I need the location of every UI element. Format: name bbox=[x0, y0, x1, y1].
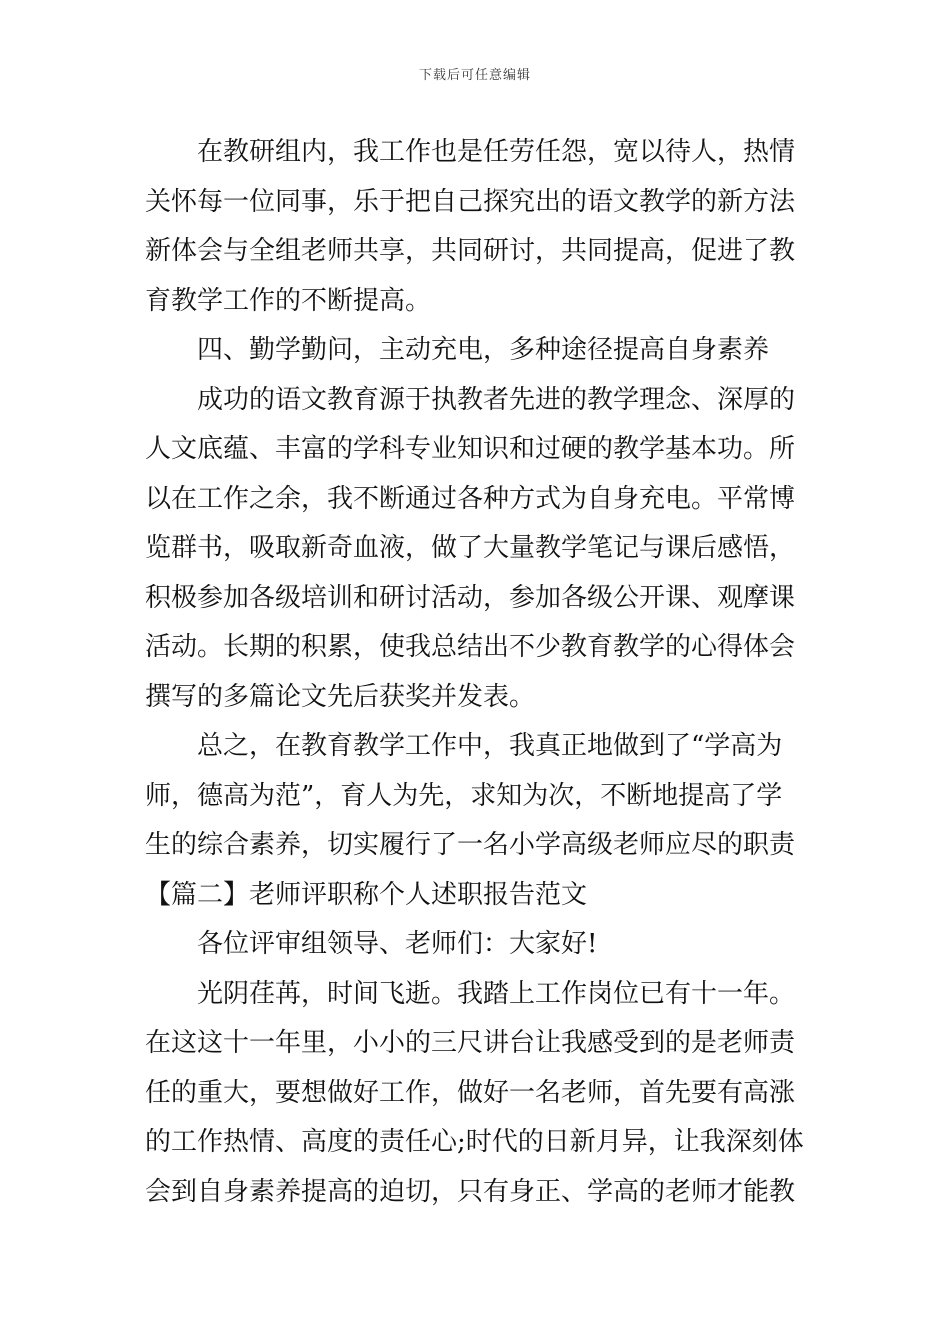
text-line: 总之，在教育教学工作中，我真正地做到了“学高为 bbox=[197, 731, 783, 761]
text-line: 积极参加各级培训和研讨活动，参加各级公开课、观摩课 bbox=[145, 582, 796, 613]
text-line: 以在工作之余，我不断通过各种方式为自身充电。平常博 bbox=[145, 483, 796, 514]
text-line: 在教研组内，我工作也是任劳任怨，宽以待人，热情 bbox=[197, 137, 796, 167]
section-title-part-two bbox=[145, 871, 810, 921]
text-line: 新体会与全组老师共享，共同研讨，共同提高，促进了教 bbox=[145, 236, 796, 266]
text-line: 人文底蕴、丰富的学科专业知识和过硬的教学基本功。所 bbox=[145, 434, 796, 464]
text-line: 在这这十一年里，小小的三尺讲台让我感受到的是老师责 bbox=[145, 1028, 796, 1058]
text-line: 【篇二】老师评职称个人述职报告范文 bbox=[145, 879, 588, 910]
paragraph-greeting bbox=[145, 920, 810, 970]
page-header: 下载后可任意编辑 bbox=[418, 68, 531, 83]
text-line: 的工作热情、高度的责任心;时代的日新月异，让我深刻体 bbox=[145, 1127, 804, 1157]
text-line: 光阴荏苒，时间飞逝。我踏上工作岗位已有十一年。 bbox=[197, 978, 796, 1009]
text-line: 任的重大，要想做好工作，做好一名老师，首先要有高涨 bbox=[145, 1077, 796, 1108]
text-line: 会到自身素养提高的迫切，只有身正、学高的老师才能教 bbox=[145, 1176, 796, 1207]
paragraph-conclusion bbox=[145, 722, 810, 871]
paragraph-teaching-group bbox=[145, 128, 810, 326]
section-heading-four bbox=[145, 326, 810, 376]
text-line: 育教学工作的不断提高。 bbox=[145, 285, 432, 316]
paragraph-self-improvement bbox=[145, 376, 810, 723]
text-line: 成功的语文教育源于执教者先进的教学理念、深厚的 bbox=[197, 384, 796, 415]
text-line: 活动。长期的积累，使我总结出不少教育教学的心得体会 bbox=[145, 632, 796, 662]
text-line: 四、勤学勤问，主动充电，多种途径提高自身素养 bbox=[197, 335, 770, 365]
text-line: 关怀每一位同事，乐于把自己探究出的语文教学的新方法 bbox=[145, 186, 796, 217]
text-line: 撰写的多篇论文先后获奖并发表。 bbox=[145, 681, 536, 712]
paragraph-time-flies bbox=[145, 970, 810, 1218]
text-line: 师，德高为范”，育人为先，求知为次，不断地提高了学 bbox=[145, 780, 783, 811]
text-line: 生的综合素养，切实履行了一名小学高级老师应尽的职责 bbox=[145, 830, 796, 860]
document-body bbox=[145, 128, 810, 1217]
text-line: 各位评审组领导、老师们：大家好! bbox=[197, 929, 598, 959]
text-line: 览群书，吸取新奇血液，做了大量教学笔记与课后感悟， bbox=[145, 533, 796, 563]
